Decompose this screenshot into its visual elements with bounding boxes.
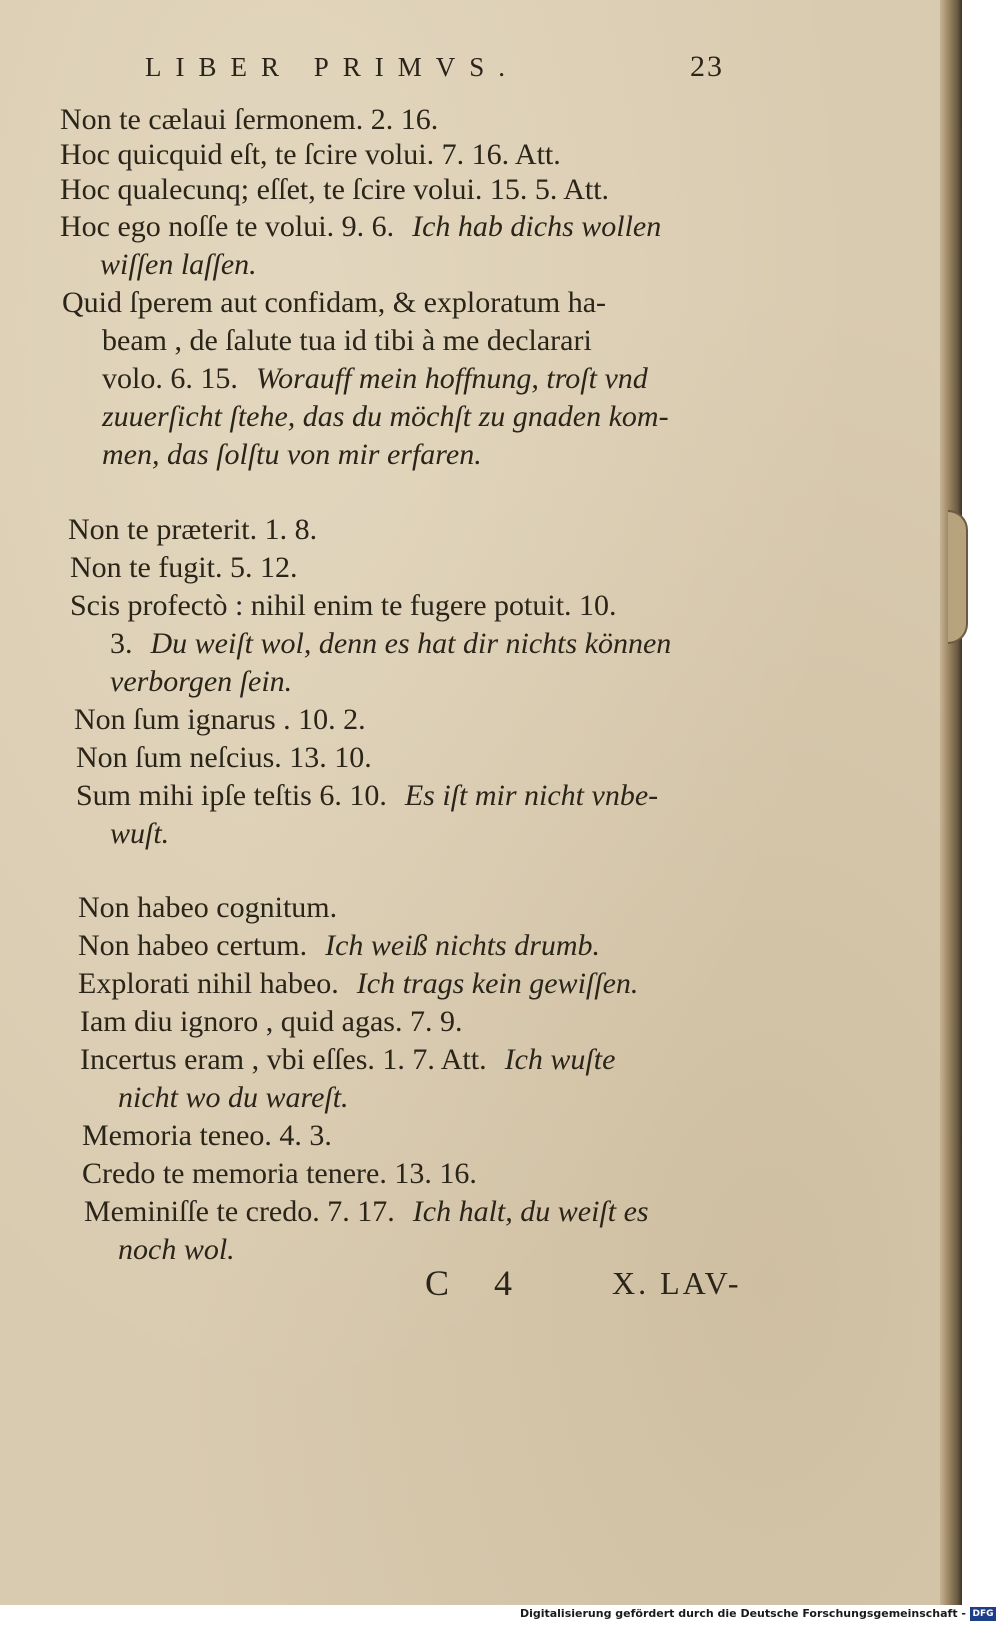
german-translation: verborgen ſein.: [110, 665, 293, 698]
page-edge: [940, 0, 962, 1605]
german-translation: noch wol.: [118, 1233, 235, 1266]
latin-text: Non ſum ignarus . 10. 2.: [74, 703, 366, 736]
text-line: [118, 1083, 349, 1113]
latin-text: Non te præterit. 1. 8.: [68, 513, 318, 546]
text-line: [102, 440, 482, 470]
text-line: [60, 175, 609, 205]
dfg-logo: DFG: [970, 1607, 996, 1621]
german-translation: Worauff mein hoffnung, troſt vnd: [255, 362, 648, 395]
latin-text: volo. 6. 15.: [102, 362, 238, 395]
latin-text: 3.: [110, 627, 133, 660]
text-line: [80, 1045, 615, 1075]
german-translation: men, das ſolſtu von mir erfaren.: [102, 438, 482, 471]
latin-text: Quid ſperem aut confidam, & exploratum ha-: [62, 286, 606, 319]
text-line: [110, 819, 169, 849]
running-header: LIBER PRIMVS.: [145, 52, 520, 82]
german-translation: Es iſt mir nicht vnbe-: [404, 779, 659, 812]
latin-text: Credo te memoria tenere. 13. 16.: [82, 1157, 477, 1190]
latin-text: Sum mihi ipſe teſtis 6. 10.: [76, 779, 387, 812]
text-line: [102, 326, 592, 356]
latin-text: Iam diu ignoro , quid agas. 7. 9.: [80, 1005, 463, 1038]
latin-text: Non te fugit. 5. 12.: [70, 551, 298, 584]
latin-text: Non habeo cognitum.: [78, 891, 338, 924]
text-line: [60, 212, 661, 242]
latin-text: Non te cælaui ſermonem. 2. 16.: [60, 103, 439, 136]
text-line: [102, 402, 669, 432]
text-line: [74, 705, 366, 735]
text-line: [62, 288, 606, 318]
german-translation: wiſſen laſſen.: [100, 248, 257, 281]
text-line: [118, 1235, 235, 1265]
text-line: [82, 1121, 332, 1151]
page-number: 23: [690, 50, 724, 83]
text-line: [84, 1197, 649, 1227]
text-line: [76, 781, 658, 811]
text-line: [60, 140, 561, 170]
bookmark-clasp: [948, 510, 968, 644]
text-line: [70, 591, 617, 621]
german-translation: wuſt.: [110, 817, 170, 850]
digitization-credit: Digitalisierung gefördert durch die Deutsche Forschungsgemeinschaft -: [519, 1607, 966, 1620]
german-translation: Ich trags kein gewiſſen.: [356, 967, 639, 1000]
german-translation: Ich weiß nichts drumb.: [325, 929, 601, 962]
text-line: [110, 667, 292, 697]
text-line: [78, 969, 638, 999]
signature-mark: C 4: [425, 1263, 531, 1303]
german-translation: Ich wuſte: [504, 1043, 616, 1076]
german-translation: zuuerſicht ſtehe, das du möchſt zu gnaden kom-: [102, 400, 669, 433]
text-line: [60, 105, 438, 135]
text-line: [100, 250, 257, 280]
german-translation: Du weiſt wol, denn es hat dir nichts können: [150, 627, 672, 660]
german-translation: Ich hab dichs wollen: [412, 210, 662, 243]
latin-text: Non ſum neſcius. 13. 10.: [76, 741, 372, 774]
latin-text: Scis profectò : nihil enim te fugere potuit. 10.: [70, 589, 617, 622]
german-translation: Ich halt, du weiſt es: [412, 1195, 649, 1228]
catchword: X. LAV-: [612, 1265, 742, 1301]
latin-text: Hoc qualecunq; eſſet, te ſcire volui. 15. 5. Att.: [60, 173, 610, 206]
latin-text: Incertus eram , vbi eſſes. 1. 7. Att.: [80, 1043, 487, 1076]
text-line: [76, 743, 372, 773]
text-line: [70, 553, 297, 583]
german-translation: nicht wo du wareſt.: [118, 1081, 349, 1114]
text-line: [78, 931, 600, 961]
text-line: [80, 1007, 462, 1037]
latin-text: Meminiſſe te credo. 7. 17.: [84, 1195, 395, 1228]
latin-text: beam , de ſalute tua id tibi à me declarari: [102, 324, 592, 357]
latin-text: Memoria teneo. 4. 3.: [82, 1119, 332, 1152]
text-line: [110, 629, 671, 659]
text-line: [102, 364, 648, 394]
text-line: [68, 515, 317, 545]
latin-text: Hoc quicquid eſt, te ſcire volui. 7. 16. Att.: [60, 138, 561, 171]
latin-text: Hoc ego noſſe te volui. 9. 6.: [60, 210, 395, 243]
latin-text: Non habeo certum.: [78, 929, 308, 962]
text-line: [78, 893, 337, 923]
text-line: [82, 1159, 477, 1189]
latin-text: Explorati nihil habeo.: [78, 967, 339, 1000]
